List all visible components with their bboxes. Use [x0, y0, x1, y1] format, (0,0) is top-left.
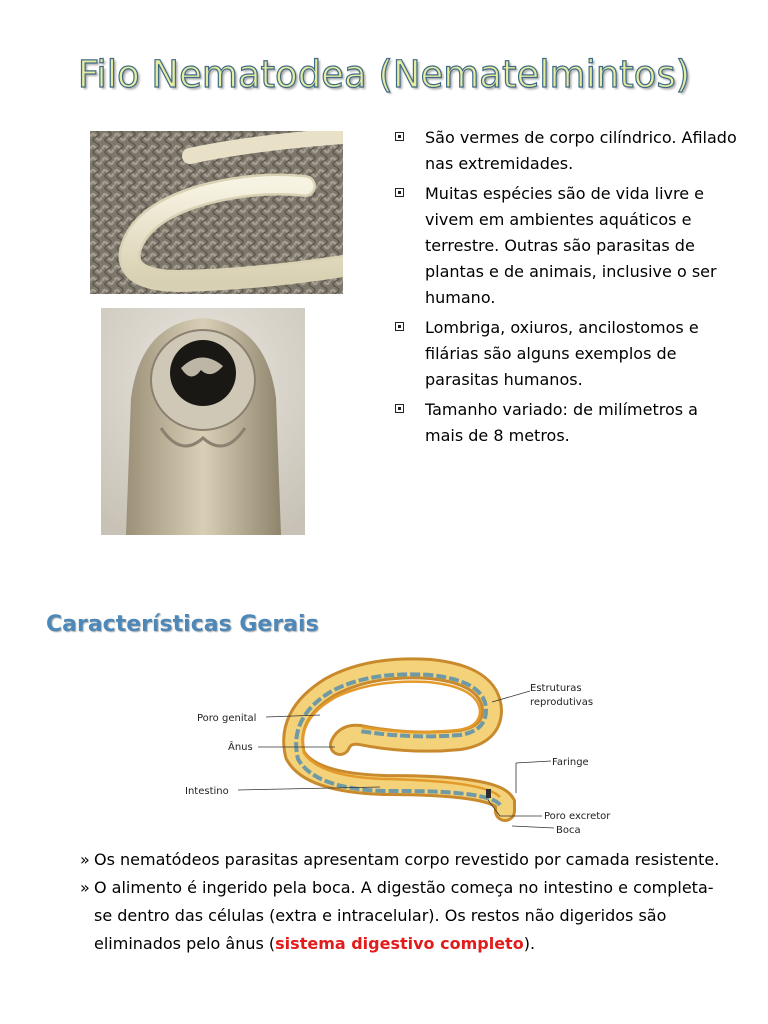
bullet-list [392, 125, 737, 453]
label-poro-genital: Poro genital [197, 713, 257, 724]
highlight-text: sistema digestivo completo [275, 934, 524, 953]
worm-mouth-photo [101, 308, 305, 535]
label-intestino: Intestino [185, 786, 229, 797]
paragraph-2: » O alimento é ingerido pela boca. A digestão começa no intestino e completa-se dentro das células (extra e intracelular). Os restos não digeridos são eliminados pelo ânus (sistema digestivo completo). [80, 874, 730, 958]
nematode-diagram [170, 655, 640, 840]
label-faringe: Faringe [552, 757, 589, 768]
label-estruturas-line1: Estruturas [530, 683, 582, 694]
worm-photo [90, 131, 343, 294]
bullet-item: Tamanho variado: de milímetros a mais de 8 metros. [392, 397, 737, 449]
bullet-item: Lombriga, oxiuros, ancilostomos e filárias são alguns exemplos de parasitas humanos. [392, 315, 737, 393]
worm-body [293, 668, 505, 811]
bullet-item: Muitas espécies são de vida livre e vivem em ambientes aquáticos e terrestre. Outras são parasitas de plantas e de animais, inclusive o ser humano. [392, 181, 737, 311]
label-poro-excretor: Poro excretor [544, 811, 611, 822]
body-paragraphs [80, 846, 730, 958]
square-bullet-icon [395, 322, 404, 331]
square-bullet-icon [395, 188, 404, 197]
label-boca: Boca [556, 825, 581, 836]
page-title: Filo Nematodea (Nematelmintos) [77, 53, 691, 96]
section-title: Características Gerais [46, 612, 319, 637]
label-anus: Ânus [228, 742, 253, 753]
paragraph-marker: » [80, 878, 90, 897]
label-estruturas-line2: reprodutivas [530, 697, 594, 708]
paragraph-marker: » [80, 850, 90, 869]
square-bullet-icon [395, 132, 404, 141]
square-bullet-icon [395, 404, 404, 413]
paragraph-1: » Os nematódeos parasitas apresentam corpo revestido por camada resistente. [80, 846, 730, 874]
bullet-item: São vermes de corpo cilíndrico. Afilado nas extremidades. [392, 125, 737, 177]
